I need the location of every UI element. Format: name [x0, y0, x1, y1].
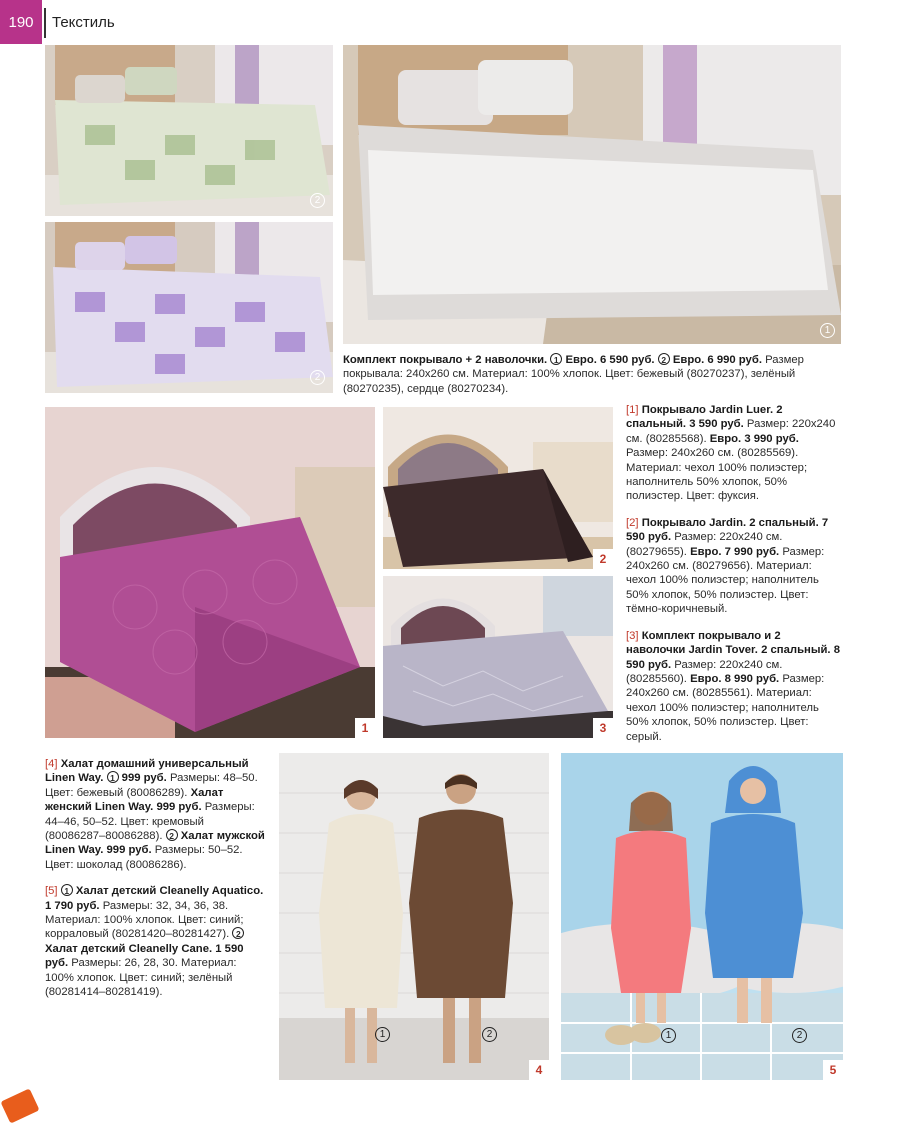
price: Евро. 8 990 руб. [690, 672, 780, 685]
product-description-4 [45, 757, 267, 872]
product-title: Халат женский Linen Way. 999 руб. [45, 786, 224, 814]
robes-adult-photo [279, 753, 549, 1080]
product-details: Размер покрывала: 240x260 см. Материал: 100% хлопок. Цвет: бежевый (80270237), зелёный (80270235), сердце (80270234). [343, 354, 804, 395]
variant-marker: 2 [166, 829, 178, 841]
product-details: Размер: 240x260 см. (80285569). Материал: чехол 100% полиэстер; наполнитель 50% хлопок, 50% полиэстер. Цвет: фуксия. [626, 447, 808, 503]
product-size: Размер: 220x240 см. (80285560). [626, 658, 783, 685]
variant-marker: 2 [232, 927, 244, 939]
product-number: 3 [593, 718, 613, 738]
product-number: 1 [355, 718, 375, 738]
product-size: Размер: 220x240 см. (80285568). [626, 418, 836, 445]
variant-marker: 1 [61, 884, 73, 896]
brand-logo-icon [0, 1088, 39, 1123]
bed-grey-photo [383, 576, 613, 738]
product-tag: [1] [626, 404, 639, 416]
bedspread-set-description [343, 353, 843, 396]
variant-marker: 1 [661, 1028, 676, 1043]
robes-descriptions [45, 757, 267, 1012]
product-title: Халат домашний универсальный Linen Way. [45, 758, 249, 785]
variant-marker: 1 [107, 771, 119, 783]
section-title: Текстиль [52, 14, 115, 31]
variant-marker: 1 [820, 323, 835, 338]
product-tag: [4] [45, 758, 58, 770]
bedspreads-descriptions [626, 403, 841, 756]
header-divider [44, 8, 46, 38]
product-number: 5 [823, 1060, 843, 1080]
product-description-1 [626, 403, 841, 504]
product-description-5 [45, 884, 267, 999]
product-details: Размеры: 44–46, 50–52. Цвет: кремовый (80086287–80086288). [45, 801, 255, 843]
robes-kids-photo [561, 753, 843, 1080]
product-details: Размер: 240x260 см. (80285561). Материал: чехол 100% полиэстер; наполнитель 50% хлопок, 50% полиэстер. Цвет: серый. [626, 672, 825, 743]
product-details: Размеры: 50–52. Цвет: шоколад (80086286). [45, 844, 243, 871]
product-title: Халат детский Cleanelly Cane. 1 590 руб. [45, 942, 244, 970]
product-title: Халат детский Cleanelly Aquatico. 1 790 руб. [45, 885, 264, 912]
bed-purple-photo [45, 222, 333, 393]
product-title: Халат мужской Linen Way. 999 руб. [45, 830, 265, 857]
variant-marker: 1 [375, 1027, 390, 1042]
variant-marker: 2 [792, 1028, 807, 1043]
bed-fuchsia-photo [45, 407, 375, 738]
variant-marker: 2 [310, 193, 325, 208]
page-number: 190 [0, 0, 42, 44]
product-title: Покрывало Jardin. 2 спальный. 7 590 руб. [626, 516, 829, 544]
product-details: Размеры: 32, 34, 36, 38. Материал: 100% хлопок. Цвет: синий; корраловый (80281420–80281427). [45, 899, 244, 941]
product-title: Комплект покрывало и 2 наволочки Jardin Tover. 2 спальный. 8 590 руб. [626, 629, 840, 671]
product-details: Размеры: 48–50. Цвет: бежевый (80086289). [45, 772, 258, 799]
bed-beige-photo [343, 45, 841, 344]
bed-brown-photo [383, 407, 613, 569]
variant-marker: 2 [310, 370, 325, 385]
product-number: 4 [529, 1060, 549, 1080]
variant-marker: 2 [482, 1027, 497, 1042]
price: Евро. 6 990 руб. [672, 354, 762, 366]
product-description-2 [626, 516, 841, 617]
product-details: Размер: 240x260 см. (80279656). Материал: чехол 100% полиэстер; наполнитель 50% хлопок, 50% полиэстер. Цвет: тёмно-коричневый. [626, 545, 825, 616]
price: Евро. 6 590 руб. [565, 354, 655, 366]
product-tag: [2] [626, 516, 639, 529]
bed-green-photo [45, 45, 333, 216]
variant-marker: 1 [550, 353, 562, 365]
product-title: Покрывало Jardin Luer. 2 спальный. 3 590 руб. [626, 404, 783, 431]
product-size: Размер: 220x240 см. (80279655). [626, 531, 783, 558]
product-details: Размеры: 26, 28, 30. Материал: 100% хлопок. Цвет: синий; зелёный (80281414–80281419). [45, 957, 237, 999]
product-number: 2 [593, 549, 613, 569]
product-tag: [3] [626, 629, 639, 642]
product-tag: [5] [45, 885, 58, 898]
price: Евро. 3 990 руб. [709, 432, 799, 445]
variant-marker: 2 [658, 353, 670, 365]
product-title: Комплект покрывало + 2 наволочки. [343, 354, 548, 366]
price: Евро. 7 990 руб. [690, 545, 780, 558]
price: 999 руб. [121, 772, 167, 785]
product-description-3 [626, 629, 841, 744]
